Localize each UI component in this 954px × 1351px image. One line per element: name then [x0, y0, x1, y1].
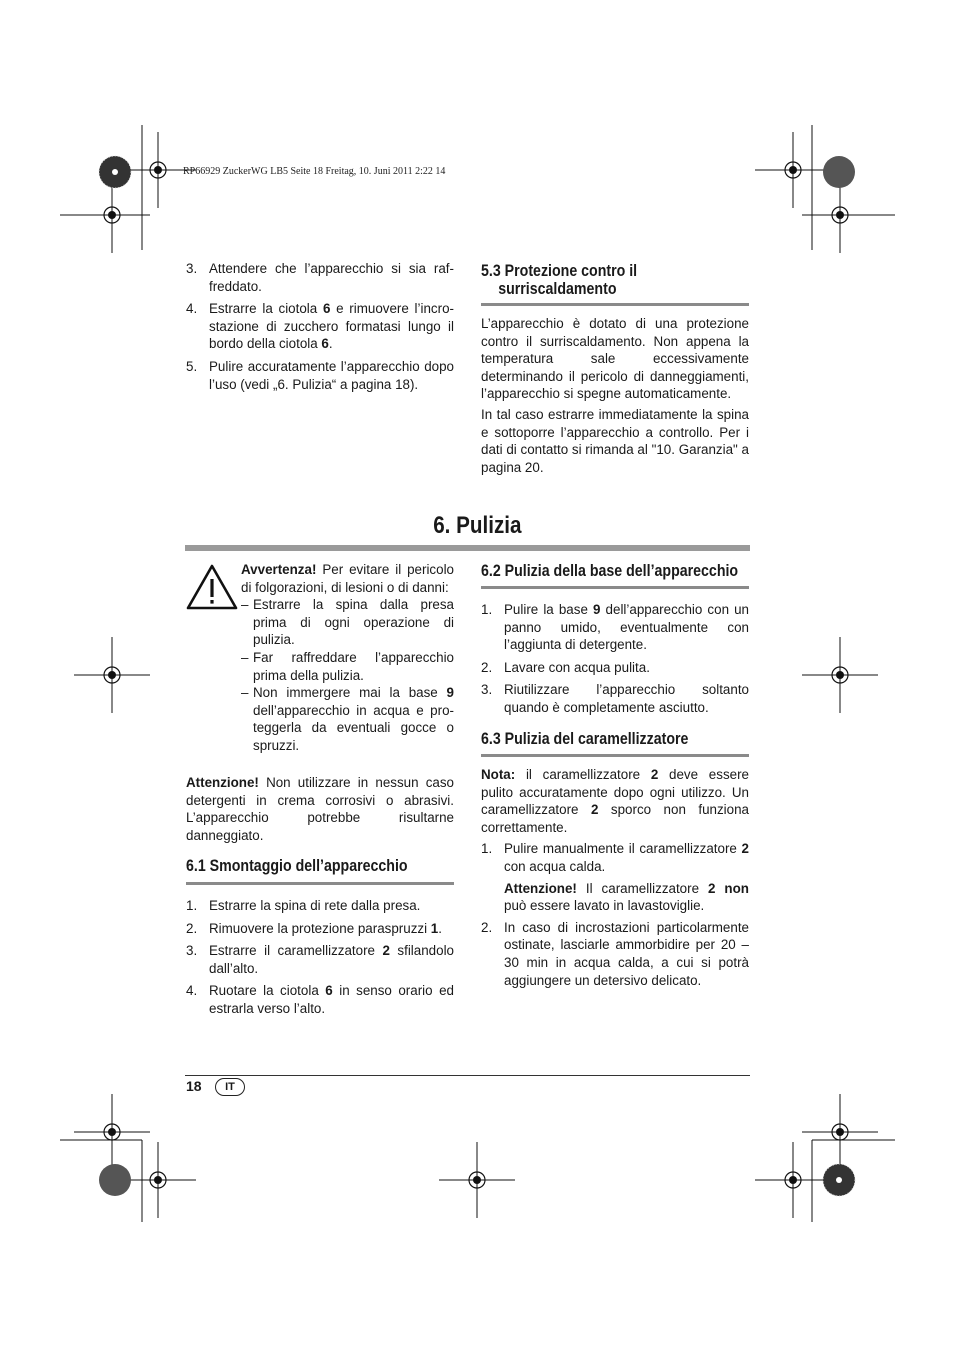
section-5-3 — [481, 262, 749, 298]
print-header: RP66929 ZuckerWG LB5 Seite 18 Freitag, 10. Juni 2011 2:22 14 — [183, 166, 446, 177]
list-item: 4. Ruotare la ciotola 6 in senso orario ed estrarla verso l’alto. — [186, 983, 454, 1016]
section-6-2-title: 6.2 Pulizia della base dell’apparecchio — [481, 562, 739, 580]
page-title: 6. Pulizia — [432, 512, 522, 539]
section-5-3-paragraph-2: In tal caso estrarre immediatamente la spina e sottoporre l’apparecchio a controllo. Per i dati di contatto si rimanda al "10. Garanzia" a pagina 20. — [481, 406, 749, 475]
section-6-1-body — [186, 897, 454, 1018]
item-attention: Attenzione! Il caramellizzatore 2 non può essere lavato in lavastoviglie. — [504, 880, 749, 914]
section-5-3-body — [481, 315, 749, 476]
attention-paragraph: Attenzione! Non utilizzare in nessun caso detergenti in crema corrosivi o abrasivi. L’apparecchio potrebbe risultarne danneggiato. — [186, 775, 454, 843]
warning-item: – Estrarre la spina dalla presa prima di ogni operazione di pulizia. — [241, 597, 454, 648]
section-6-3-body — [481, 766, 749, 989]
section-5-3-rule — [481, 303, 749, 306]
section-6-3-heading — [481, 730, 749, 748]
list-item: 5. Pulire accuratamente l’apparecchio dopo l’uso (vedi „6. Pulizia“ a pagina 18). — [186, 358, 454, 392]
list-item: 1. Pulire manualmente il caramellizzatore 2 con acqua calda. Attenzione! Il caramellizzatore 2 non può essere lavato in lavastoviglie. — [481, 841, 749, 914]
list-item: 2. In caso di incrostazioni particolarmente ostinate, lasciarle ammorbidire per 20 – 30 min in acqua calda, a cui si potrà aggiungere un detersivo delicato. — [481, 919, 749, 988]
warning-items — [241, 596, 454, 754]
title-bar — [185, 545, 750, 551]
section-6-2-list — [481, 601, 749, 717]
list-item: 3. Estrarre il caramellizzatore 2 sfilandolo dall’alto. — [186, 943, 454, 976]
section-6-3-rule — [481, 754, 749, 757]
list-item: 3. Attendere che l’apparecchio si sia raffreddato. — [186, 261, 454, 294]
section-6-1-heading — [186, 857, 454, 875]
list-item: 1. Estrarre la spina di rete dalla presa. — [186, 898, 421, 913]
warning-item: – Non immergere mai la base 9 dell’apparecchio in acqua e proteggerla da eventuali gocce o spruzzi. — [241, 685, 454, 753]
section-6-2-rule — [481, 586, 749, 589]
attention-text — [186, 774, 454, 844]
footer-rule — [185, 1075, 750, 1076]
warning-intro: Avvertenza! Per evitare il pericolo di folgorazioni, di lesioni o di danni: — [241, 562, 454, 595]
section-6-1-rule — [186, 882, 454, 885]
top-left-column — [186, 260, 454, 393]
list-item: 1. Pulire la base 9 dell’apparecchio con un panno umido, eventualmente con l’aggiunta di detergente. — [481, 602, 750, 653]
list-item: 2. Rimuovere la protezione paraspruzzi 1. — [186, 920, 442, 936]
section-6-3-title: 6.3 Pulizia del caramellizzatore — [481, 730, 689, 748]
section-6-3-note: Nota: il caramellizzatore 2 deve essere pulito accuratamente dopo ogni utilizzo. Un caramellizzatore 2 sporco non funziona correttamente. — [481, 767, 750, 835]
section-6-2-heading — [481, 562, 749, 580]
list-item: 4. Estrarre la ciotola 6 e rimuovere l’incrostazione di zucchero formatasi lungo il bordo della ciotola 6. — [186, 301, 454, 352]
section-5-3-title: 5.3 Protezione contro il surriscaldamento — [481, 262, 638, 298]
warning-item: – Far raffreddare l’apparecchio prima della pulizia. — [241, 649, 454, 683]
list-item: 2. Lavare con acqua pulita. — [481, 659, 650, 675]
page-number: 18 — [186, 1078, 202, 1094]
section-6-2-body — [481, 601, 749, 717]
steps-list — [186, 260, 454, 393]
section-6-1-list — [186, 897, 454, 1018]
section-6-3-list — [481, 840, 749, 989]
warning-text — [241, 561, 454, 755]
list-item: 3. Riutilizzare l’apparecchio soltanto quando è completamente asciutto. — [481, 682, 749, 715]
language-badge: IT — [215, 1078, 245, 1096]
section-6-1-title: 6.1 Smontaggio dell’apparecchio — [186, 857, 408, 875]
section-5-3-paragraph-1: L’apparecchio è dotato di una protezione contro il surriscaldamento. Non appena la temperatura sale eccessivamente determinando il pericolo di danneggiamenti, l’apparecchio si spegne automaticamente. — [481, 316, 749, 402]
warning-icon — [186, 563, 238, 611]
